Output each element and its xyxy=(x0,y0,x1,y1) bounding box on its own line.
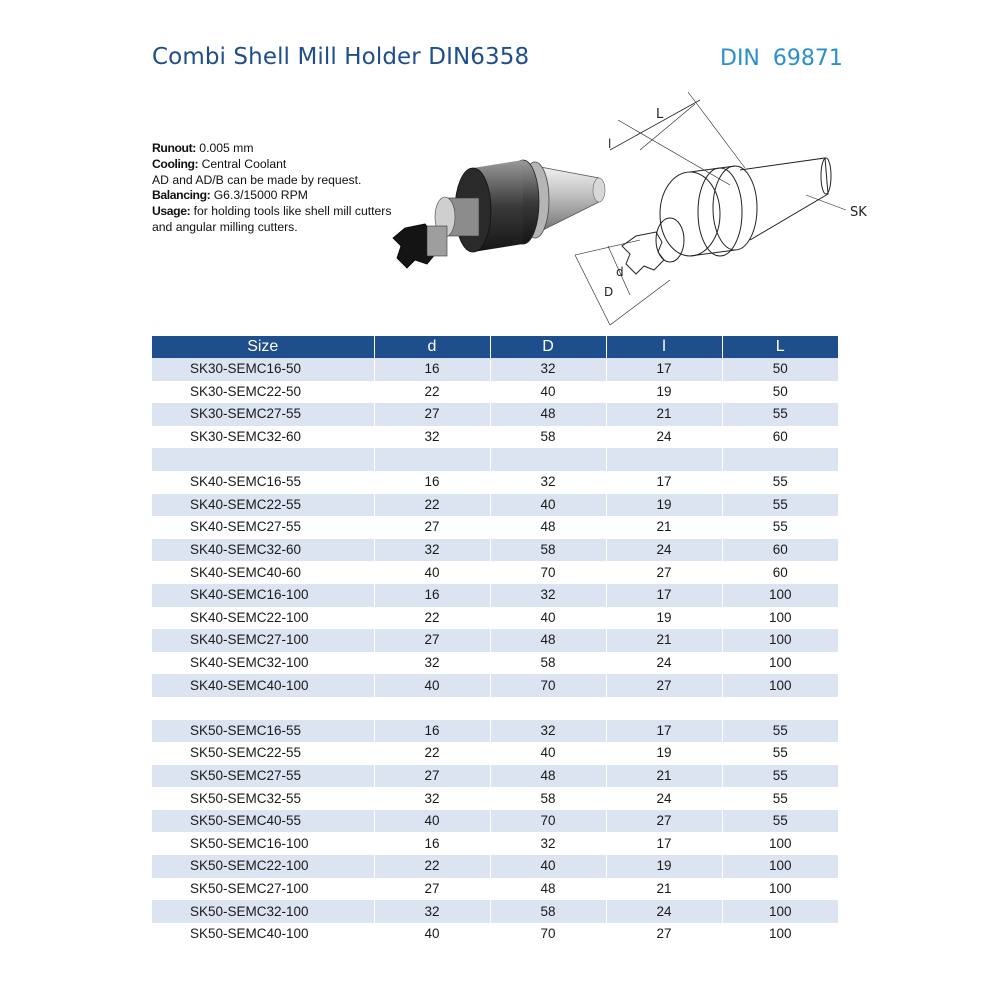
cell-L: 100 xyxy=(722,878,838,901)
cell-size: SK40-SEMC27-55 xyxy=(152,516,374,539)
cell-d: 40 xyxy=(374,674,490,697)
cell-L: 55 xyxy=(722,720,838,743)
spec-runout-label: Runout: xyxy=(152,141,196,155)
cell-L: 60 xyxy=(722,426,838,449)
cell-L: 55 xyxy=(722,810,838,833)
size-table xyxy=(152,336,838,945)
cell-l: 17 xyxy=(606,471,722,494)
cell-L: 100 xyxy=(722,900,838,923)
cell-size: SK50-SEMC16-100 xyxy=(152,832,374,855)
cell-L: 55 xyxy=(722,787,838,810)
cell-size: SK30-SEMC32-60 xyxy=(152,426,374,449)
table-row xyxy=(152,832,838,855)
cell-L: 55 xyxy=(722,494,838,517)
table-row xyxy=(152,381,838,404)
cell-l: 24 xyxy=(606,652,722,675)
cell-D: 48 xyxy=(490,403,606,426)
cell-size: SK40-SEMC16-55 xyxy=(152,471,374,494)
cell-d: 22 xyxy=(374,855,490,878)
cell-D: 58 xyxy=(490,787,606,810)
table-row xyxy=(152,584,838,607)
cell-size: SK50-SEMC22-55 xyxy=(152,742,374,765)
cell-L: 100 xyxy=(722,607,838,630)
cell-L: 60 xyxy=(722,561,838,584)
dim-d-label: d xyxy=(616,265,624,279)
cell-d: 22 xyxy=(374,381,490,404)
cell-D: 40 xyxy=(490,494,606,517)
cell-D: 70 xyxy=(490,561,606,584)
spec-balancing-value: G6.3/15000 RPM xyxy=(210,188,308,203)
table-row xyxy=(152,426,838,449)
cell-size: SK40-SEMC32-60 xyxy=(152,539,374,562)
cell-size: SK40-SEMC32-100 xyxy=(152,652,374,675)
table-row xyxy=(152,742,838,765)
cell-L: 60 xyxy=(722,539,838,562)
cell-d: 27 xyxy=(374,403,490,426)
table-row xyxy=(152,810,838,833)
table-row xyxy=(152,448,838,471)
cell-l: 19 xyxy=(606,381,722,404)
cell-d: 40 xyxy=(374,923,490,946)
spec-runout xyxy=(152,141,402,157)
table-row xyxy=(152,607,838,630)
cell-size: SK30-SEMC27-55 xyxy=(152,403,374,426)
cell-l: 21 xyxy=(606,765,722,788)
cell-size: SK40-SEMC16-100 xyxy=(152,584,374,607)
cell-l: 21 xyxy=(606,629,722,652)
table-row xyxy=(152,878,838,901)
cell-d: 16 xyxy=(374,832,490,855)
spec-balancing-label: Balancing: xyxy=(152,188,211,203)
cell-d xyxy=(374,697,490,720)
table-row xyxy=(152,787,838,810)
cell-D: 40 xyxy=(490,607,606,630)
cell-L: 100 xyxy=(722,855,838,878)
cell-d: 16 xyxy=(374,471,490,494)
cell-l: 24 xyxy=(606,539,722,562)
table-row xyxy=(152,697,838,720)
cell-l: 21 xyxy=(606,403,722,426)
cell-l: 19 xyxy=(606,494,722,517)
cell-size: SK50-SEMC40-55 xyxy=(152,810,374,833)
spec-usage xyxy=(152,204,402,236)
table-row xyxy=(152,539,838,562)
cell-L: 55 xyxy=(722,765,838,788)
col-L: L xyxy=(722,336,838,358)
table-row xyxy=(152,403,838,426)
cell-size: SK50-SEMC27-100 xyxy=(152,878,374,901)
table-row xyxy=(152,516,838,539)
cell-D: 32 xyxy=(490,584,606,607)
spec-cooling-value: Central Coolant xyxy=(198,156,287,171)
cell-L: 55 xyxy=(722,516,838,539)
cell-d: 16 xyxy=(374,720,490,743)
cell-size xyxy=(152,697,374,720)
dim-L-label: L xyxy=(656,107,664,122)
cell-d: 27 xyxy=(374,765,490,788)
cell-L: 100 xyxy=(722,652,838,675)
cell-d: 40 xyxy=(374,561,490,584)
table-row xyxy=(152,900,838,923)
table-row xyxy=(152,652,838,675)
cell-size: SK50-SEMC16-55 xyxy=(152,720,374,743)
cell-L: 100 xyxy=(722,584,838,607)
cell-L xyxy=(722,697,838,720)
col-l: l xyxy=(606,336,722,358)
cell-size: SK40-SEMC40-100 xyxy=(152,674,374,697)
cell-D xyxy=(490,697,606,720)
standard-label: DIN 69871 xyxy=(720,46,843,71)
cell-L: 100 xyxy=(722,674,838,697)
col-size: Size xyxy=(152,336,374,358)
cell-D: 48 xyxy=(490,765,606,788)
table-row xyxy=(152,923,838,946)
spec-cooling-label: Cooling: xyxy=(152,156,199,171)
cell-D: 48 xyxy=(490,878,606,901)
dim-SK-label: SK xyxy=(850,205,867,220)
cell-size: SK40-SEMC27-100 xyxy=(152,629,374,652)
cell-L: 100 xyxy=(722,923,838,946)
cell-l: 24 xyxy=(606,900,722,923)
cell-size: SK40-SEMC22-55 xyxy=(152,494,374,517)
table-row xyxy=(152,674,838,697)
cell-size: SK30-SEMC16-50 xyxy=(152,358,374,381)
cell-l: 19 xyxy=(606,855,722,878)
cell-D: 70 xyxy=(490,674,606,697)
cell-D: 32 xyxy=(490,832,606,855)
spec-cooling-note: AD and AD/B can be made by request. xyxy=(152,172,362,187)
dim-l-label: l xyxy=(608,137,612,151)
dimension-drawing xyxy=(570,90,880,330)
cell-d xyxy=(374,448,490,471)
cell-size: SK40-SEMC22-100 xyxy=(152,607,374,630)
cell-D: 40 xyxy=(490,742,606,765)
cell-d: 32 xyxy=(374,900,490,923)
spec-cooling xyxy=(152,157,402,173)
table-row xyxy=(152,561,838,584)
table-row xyxy=(152,629,838,652)
cell-l: 27 xyxy=(606,923,722,946)
cell-L: 50 xyxy=(722,358,838,381)
cell-l: 24 xyxy=(606,426,722,449)
cell-d: 16 xyxy=(374,358,490,381)
col-d: d xyxy=(374,336,490,358)
cell-d: 32 xyxy=(374,652,490,675)
cell-D: 58 xyxy=(490,900,606,923)
cell-D: 48 xyxy=(490,629,606,652)
cell-size: SK50-SEMC32-55 xyxy=(152,787,374,810)
cell-l: 27 xyxy=(606,561,722,584)
cell-D: 58 xyxy=(490,652,606,675)
cell-l: 17 xyxy=(606,358,722,381)
cell-size: SK40-SEMC40-60 xyxy=(152,561,374,584)
cell-l: 24 xyxy=(606,787,722,810)
cell-d: 22 xyxy=(374,494,490,517)
cell-d: 27 xyxy=(374,516,490,539)
spec-list xyxy=(152,141,402,236)
cell-size: SK50-SEMC27-55 xyxy=(152,765,374,788)
cell-size: SK50-SEMC32-100 xyxy=(152,900,374,923)
table-row xyxy=(152,855,838,878)
cell-l: 17 xyxy=(606,720,722,743)
cell-L: 100 xyxy=(722,629,838,652)
cell-size: SK50-SEMC40-100 xyxy=(152,923,374,946)
cell-D xyxy=(490,448,606,471)
cell-d: 32 xyxy=(374,539,490,562)
cell-size: SK30-SEMC22-50 xyxy=(152,381,374,404)
cell-D: 40 xyxy=(490,855,606,878)
cell-d: 27 xyxy=(374,629,490,652)
cell-l xyxy=(606,448,722,471)
cell-D: 70 xyxy=(490,810,606,833)
cell-l: 19 xyxy=(606,742,722,765)
cell-size: SK50-SEMC22-100 xyxy=(152,855,374,878)
cell-d: 22 xyxy=(374,742,490,765)
cell-D: 32 xyxy=(490,358,606,381)
cell-l: 27 xyxy=(606,674,722,697)
cell-L: 55 xyxy=(722,403,838,426)
table-header-row xyxy=(152,336,838,358)
cell-d: 16 xyxy=(374,584,490,607)
spec-usage-value: for holding tools like shell mill cutters and angular milling cutters. xyxy=(152,204,392,234)
page-title: Combi Shell Mill Holder DIN6358 xyxy=(152,44,530,70)
dim-D-label: D xyxy=(604,285,614,299)
cell-d: 32 xyxy=(374,426,490,449)
col-D: D xyxy=(490,336,606,358)
cell-L: 50 xyxy=(722,381,838,404)
cell-l: 17 xyxy=(606,832,722,855)
cell-D: 32 xyxy=(490,471,606,494)
cell-l: 21 xyxy=(606,516,722,539)
cell-L: 55 xyxy=(722,471,838,494)
table-row xyxy=(152,765,838,788)
cell-l: 27 xyxy=(606,810,722,833)
spec-runout-value: 0.005 mm xyxy=(195,141,254,155)
cell-L xyxy=(722,448,838,471)
cell-d: 32 xyxy=(374,787,490,810)
cell-D: 40 xyxy=(490,381,606,404)
cell-l xyxy=(606,697,722,720)
cell-d: 40 xyxy=(374,810,490,833)
cell-l: 19 xyxy=(606,607,722,630)
cell-size xyxy=(152,448,374,471)
cell-D: 70 xyxy=(490,923,606,946)
cell-l: 17 xyxy=(606,584,722,607)
table-row xyxy=(152,720,838,743)
cell-l: 21 xyxy=(606,878,722,901)
cell-D: 32 xyxy=(490,720,606,743)
table-row xyxy=(152,471,838,494)
table-row xyxy=(152,358,838,381)
cell-D: 58 xyxy=(490,539,606,562)
cell-L: 100 xyxy=(722,832,838,855)
cell-L: 55 xyxy=(722,742,838,765)
cell-D: 48 xyxy=(490,516,606,539)
spec-usage-label: Usage: xyxy=(152,204,191,219)
spec-balancing xyxy=(152,188,402,204)
cell-D: 58 xyxy=(490,426,606,449)
cell-d: 27 xyxy=(374,878,490,901)
cell-d: 22 xyxy=(374,607,490,630)
table-row xyxy=(152,494,838,517)
